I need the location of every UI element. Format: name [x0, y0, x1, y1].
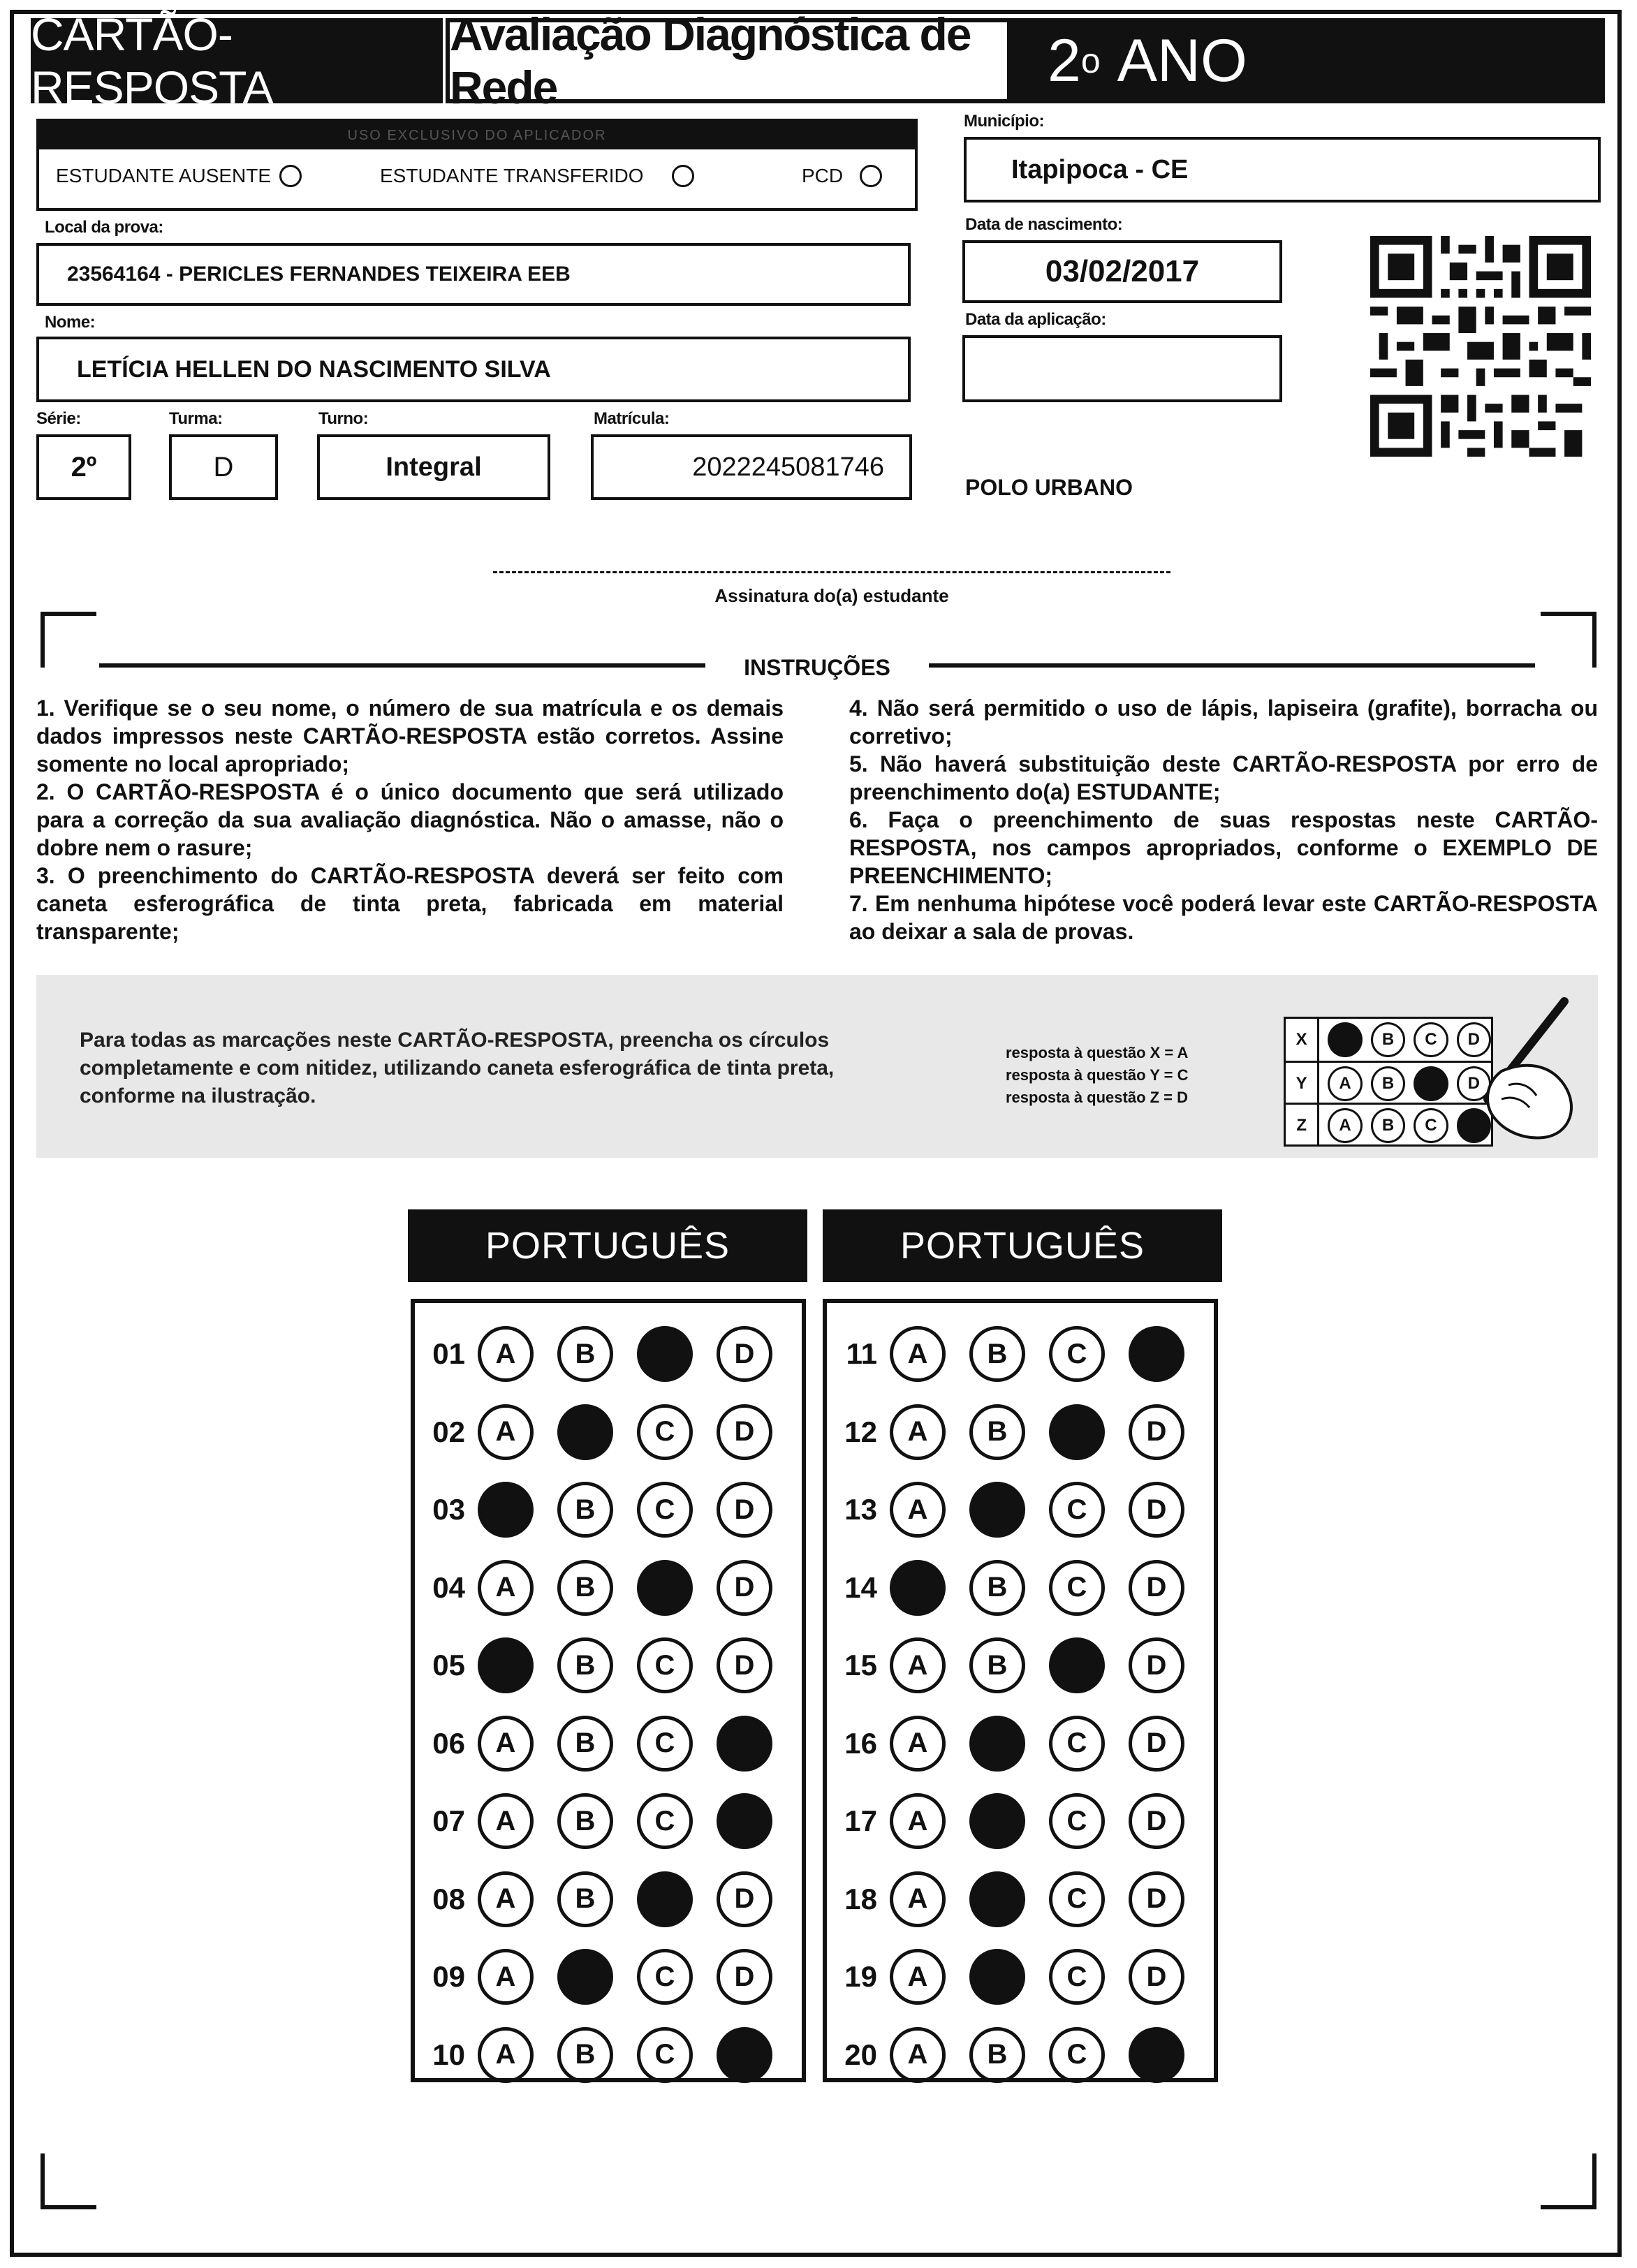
question-number: 10: [432, 2038, 465, 2071]
example-question-label: X: [1286, 1019, 1319, 1061]
answer-bubble-c[interactable]: C: [637, 1560, 693, 1616]
answer-bubble-c[interactable]: C: [637, 2027, 693, 2083]
example-bubble-b: B: [1371, 1108, 1405, 1143]
answer-bubble-b[interactable]: B: [557, 1793, 613, 1849]
answer-bubble-a[interactable]: A: [478, 1326, 534, 1382]
corner-mark-br: [1541, 2153, 1596, 2209]
answer-bubble-a[interactable]: A: [890, 1949, 946, 2005]
question-row: [415, 1478, 772, 1541]
question-row: [827, 1634, 1184, 1697]
answer-bubble-b[interactable]: B: [969, 2027, 1025, 2083]
question-number: 05: [432, 1649, 465, 1681]
example-bubble-c: [1414, 1066, 1448, 1101]
example-text: Para todas as marcações neste CARTÃO-RESPOSTA, preencha os círculos completamente e com nitidez, utilizando caneta esferográfica de tinta preta, conforme na ilustração.: [80, 1029, 835, 1107]
answer-bubble-b[interactable]: B: [969, 1404, 1025, 1460]
serie-label: Série:: [36, 409, 81, 428]
turma-label: Turma:: [169, 409, 223, 428]
answer-bubble-d[interactable]: D: [1129, 1404, 1184, 1460]
matricula-field: 2022245081746: [591, 434, 912, 500]
local-label: Local da prova:: [45, 218, 163, 237]
question-number: 16: [844, 1726, 877, 1760]
question-row: [827, 2024, 1184, 2086]
answer-bubble-a[interactable]: A: [890, 1560, 946, 1616]
answer-bubble-d[interactable]: D: [717, 1326, 772, 1382]
subject-header-2: PORTUGUÊS: [823, 1209, 1222, 1282]
answer-bubble-a[interactable]: A: [890, 2027, 946, 2083]
example-legend: resposta à questão X = A resposta à questão Y = C resposta à questão Z = D: [1006, 1044, 1189, 1106]
instructions-rule-left: [99, 663, 705, 668]
answer-bubble-c[interactable]: C: [1049, 1326, 1105, 1382]
answer-bubble-d[interactable]: D: [1129, 2027, 1184, 2083]
answer-bubble-b[interactable]: B: [969, 1949, 1025, 2005]
question-number: 13: [844, 1493, 877, 1526]
question-row: [415, 1945, 772, 2008]
answer-bubble-c[interactable]: C: [1049, 1949, 1105, 2005]
question-number: 20: [844, 2038, 877, 2071]
question-row: [415, 1634, 772, 1697]
answer-bubble-d[interactable]: D: [717, 1637, 772, 1693]
answer-bubble-b[interactable]: B: [969, 1326, 1025, 1382]
instructions-right: 4. Não será permitido o uso de lápis, lapiseira (grafite), borracha ou corretivo; 5. Não haverá substituição deste CARTÃO-RESPOSTA por erro de preenchimento do(a) ESTUDANTE; 6. Faça o preenchimento de suas respostas neste CARTÃO-RESPOSTA, nos campos apropriados, conforme o EXEMPLO DE PREENCHIMENTO; 7. Em nenhuma hipótese você poderá levar este CARTÃO-RESPOSTA ao deixar a sala de provas.: [849, 695, 1598, 944]
answer-bubble-a[interactable]: A: [890, 1404, 946, 1460]
absent-checkbox[interactable]: ESTUDANTE AUSENTE: [56, 165, 302, 187]
question-number: 15: [844, 1649, 877, 1681]
question-number: 08: [432, 1882, 465, 1915]
answer-bubble-b[interactable]: B: [969, 1637, 1025, 1693]
question-row: [415, 1556, 772, 1619]
example-bubble-d: D: [1457, 1022, 1491, 1057]
question-row: [415, 1712, 772, 1775]
answer-bubble-c[interactable]: C: [637, 1637, 693, 1693]
local-field: 23564164 - PERICLES FERNANDES TEIXEIRA EEB: [36, 243, 911, 306]
question-number: 11: [846, 1337, 877, 1370]
question-row: [415, 1401, 772, 1464]
question-number: 03: [432, 1493, 465, 1526]
answer-bubble-a[interactable]: A: [478, 2027, 534, 2083]
question-number: 18: [844, 1882, 877, 1915]
name-field: LETÍCIA HELLEN DO NASCIMENTO SILVA: [36, 337, 911, 402]
question-row: [827, 1945, 1184, 2008]
answer-bubble-b[interactable]: B: [557, 1637, 613, 1693]
answer-bubble-a[interactable]: A: [478, 1482, 534, 1538]
corner-mark-tl: [41, 612, 96, 668]
applicator-banner: USO EXCLUSIVO DO APLICADOR: [39, 122, 915, 149]
question-number: 06: [432, 1726, 465, 1760]
answer-bubble-d[interactable]: D: [717, 2027, 772, 2083]
answer-bubble-b[interactable]: B: [969, 1560, 1025, 1616]
answer-bubble-c[interactable]: C: [637, 1716, 693, 1772]
name-label: Nome:: [45, 313, 96, 332]
hand-pen-icon: [1460, 994, 1599, 1141]
answer-bubble-d[interactable]: D: [1129, 1560, 1184, 1616]
example-question-label: Z: [1286, 1105, 1319, 1147]
answer-bubble-b[interactable]: B: [557, 1716, 613, 1772]
question-row: [827, 1323, 1184, 1385]
answer-bubble-b[interactable]: B: [557, 1560, 613, 1616]
applicator-box: [36, 119, 918, 211]
answer-bubble-c[interactable]: C: [1049, 1871, 1105, 1927]
answer-bubble-a[interactable]: A: [890, 1326, 946, 1382]
transferred-checkbox[interactable]: ESTUDANTE TRANSFERIDO: [380, 165, 694, 187]
answer-bubble-d[interactable]: D: [717, 1793, 772, 1849]
example-bubble-c: C: [1414, 1022, 1448, 1057]
question-number: 09: [432, 1960, 465, 1993]
example-bubble-a: A: [1328, 1066, 1362, 1101]
pcd-circle[interactable]: [860, 165, 882, 187]
answer-bubble-b[interactable]: B: [557, 1404, 613, 1460]
answer-bubble-c[interactable]: C: [1049, 2027, 1105, 2083]
pcd-checkbox[interactable]: PCD: [802, 165, 882, 187]
question-row: [415, 1868, 772, 1931]
answer-bubble-a[interactable]: A: [478, 1637, 534, 1693]
example-bubble-b: B: [1371, 1066, 1405, 1101]
instructions-left: 1. Verifique se o seu nome, o número de sua matrícula e os demais dados impressos neste CARTÃO-RESPOSTA estão corretos. Assine somente no local apropriado; 2. O CARTÃO-RESPOSTA é o único documento que será utilizado para a correção da sua avaliação diagnóstica. Não o amasse, não o dobre nem o rasure; 3. O preenchimento do CARTÃO-RESPOSTA deverá ser feito com caneta esferográfica de tinta preta, fabricada em material transparente;: [36, 695, 784, 944]
answer-bubble-d[interactable]: D: [1129, 1482, 1184, 1538]
answer-bubble-a[interactable]: A: [890, 1482, 946, 1538]
answer-bubble-d[interactable]: D: [717, 1404, 772, 1460]
answer-bubble-b[interactable]: B: [557, 2027, 613, 2083]
question-number: 07: [432, 1804, 465, 1837]
answer-grid-2: [823, 1299, 1218, 2082]
answer-bubble-c[interactable]: C: [637, 1404, 693, 1460]
answer-bubble-d[interactable]: D: [717, 1482, 772, 1538]
answer-bubble-b[interactable]: B: [969, 1716, 1025, 1772]
answer-bubble-d[interactable]: D: [1129, 1949, 1184, 2005]
instructions-title: INSTRUÇÕES: [744, 655, 890, 680]
answer-bubble-b[interactable]: B: [969, 1793, 1025, 1849]
question-row: [827, 1712, 1184, 1775]
answer-bubble-a[interactable]: A: [478, 1560, 534, 1616]
question-number: 04: [432, 1570, 465, 1604]
exam-title: Avaliação Diagnóstica de Rede: [446, 18, 1011, 103]
answer-grid-1: [411, 1299, 806, 2082]
answer-bubble-b[interactable]: B: [557, 1871, 613, 1927]
answer-bubble-c[interactable]: C: [637, 1793, 693, 1849]
answer-bubble-a[interactable]: A: [478, 1404, 534, 1460]
turno-field: Integral: [317, 434, 550, 500]
question-number: 17: [844, 1804, 877, 1837]
answer-bubble-b[interactable]: B: [969, 1482, 1025, 1538]
application-date-label: Data da aplicação:: [965, 310, 1106, 329]
question-number: 01: [432, 1337, 465, 1370]
turno-label: Turno:: [318, 409, 369, 428]
question-number: 14: [844, 1570, 877, 1604]
answer-bubble-a[interactable]: A: [890, 1871, 946, 1927]
signature-label: Assinatura do(a) estudante: [714, 585, 949, 606]
birthdate-label: Data de nascimento:: [965, 215, 1123, 234]
answer-bubble-d[interactable]: D: [717, 1716, 772, 1772]
answer-bubble-a[interactable]: A: [478, 1793, 534, 1849]
answer-bubble-c[interactable]: C: [1049, 1793, 1105, 1849]
answer-bubble-b[interactable]: B: [557, 1949, 613, 2005]
answer-bubble-d[interactable]: D: [1129, 1637, 1184, 1693]
answer-bubble-c[interactable]: C: [637, 1326, 693, 1382]
answer-bubble-c[interactable]: C: [1049, 1637, 1105, 1693]
municipio-field: Itapipoca - CE: [964, 137, 1601, 202]
answer-bubble-d[interactable]: D: [717, 1949, 772, 2005]
answer-bubble-d[interactable]: D: [1129, 1716, 1184, 1772]
example-bubble-a: [1328, 1022, 1362, 1057]
answer-bubble-c[interactable]: C: [1049, 1482, 1105, 1538]
answer-bubble-d[interactable]: D: [717, 1871, 772, 1927]
grade-title: 2 o ANO: [1011, 18, 1605, 103]
question-number: 12: [844, 1415, 877, 1448]
example-bubble-b: B: [1371, 1022, 1405, 1057]
answer-bubble-a[interactable]: A: [478, 1871, 534, 1927]
instructions-rule-right: [929, 663, 1535, 668]
municipio-label: Município:: [964, 112, 1044, 131]
answer-bubble-b[interactable]: B: [557, 1482, 613, 1538]
example-bubble-c: C: [1414, 1108, 1448, 1143]
answer-bubble-b[interactable]: B: [557, 1326, 613, 1382]
answer-bubble-a[interactable]: A: [890, 1716, 946, 1772]
matricula-label: Matrícula:: [594, 409, 670, 428]
answer-bubble-c[interactable]: C: [637, 1482, 693, 1538]
answer-bubble-d[interactable]: D: [1129, 1326, 1184, 1382]
serie-field: 2º: [36, 434, 131, 500]
absent-circle[interactable]: [279, 165, 302, 187]
answer-bubble-c[interactable]: C: [1049, 1560, 1105, 1616]
question-row: [827, 1790, 1184, 1853]
example-bubble-d: D: [1457, 1066, 1491, 1101]
turma-field: D: [169, 434, 278, 500]
answer-bubble-a[interactable]: A: [478, 1716, 534, 1772]
question-row: [827, 1868, 1184, 1931]
qr-code-icon: [1370, 236, 1591, 457]
example-question-label: Y: [1286, 1063, 1319, 1105]
question-row: [415, 1323, 772, 1385]
corner-mark-tr: [1541, 612, 1596, 668]
corner-mark-bl: [41, 2153, 96, 2209]
answer-bubble-d[interactable]: D: [1129, 1793, 1184, 1849]
answer-bubble-c[interactable]: C: [1049, 1404, 1105, 1460]
question-number: 19: [844, 1960, 877, 1993]
answer-bubble-a[interactable]: A: [890, 1793, 946, 1849]
birthdate-field: 03/02/2017: [962, 240, 1282, 303]
answer-bubble-d[interactable]: D: [717, 1560, 772, 1616]
answer-bubble-b[interactable]: B: [969, 1871, 1025, 1927]
transferred-circle[interactable]: [672, 165, 694, 187]
subject-header-1: PORTUGUÊS: [408, 1209, 807, 1282]
answer-bubble-c[interactable]: C: [637, 1949, 693, 2005]
question-row: [827, 1478, 1184, 1541]
card-title: CARTÃO-RESPOSTA: [31, 18, 443, 103]
answer-bubble-a[interactable]: A: [478, 1949, 534, 2005]
question-row: [827, 1556, 1184, 1619]
answer-bubble-c[interactable]: C: [637, 1871, 693, 1927]
polo-label: POLO URBANO: [965, 475, 1133, 500]
signature-line[interactable]: [493, 571, 1170, 573]
question-number: 02: [432, 1415, 465, 1448]
example-bubble-a: A: [1328, 1108, 1362, 1143]
answer-bubble-d[interactable]: D: [1129, 1871, 1184, 1927]
application-date-field[interactable]: [962, 335, 1282, 402]
answer-bubble-a[interactable]: A: [890, 1637, 946, 1693]
question-row: [827, 1401, 1184, 1464]
question-row: [415, 2024, 772, 2086]
answer-bubble-c[interactable]: C: [1049, 1716, 1105, 1772]
question-row: [415, 1790, 772, 1853]
